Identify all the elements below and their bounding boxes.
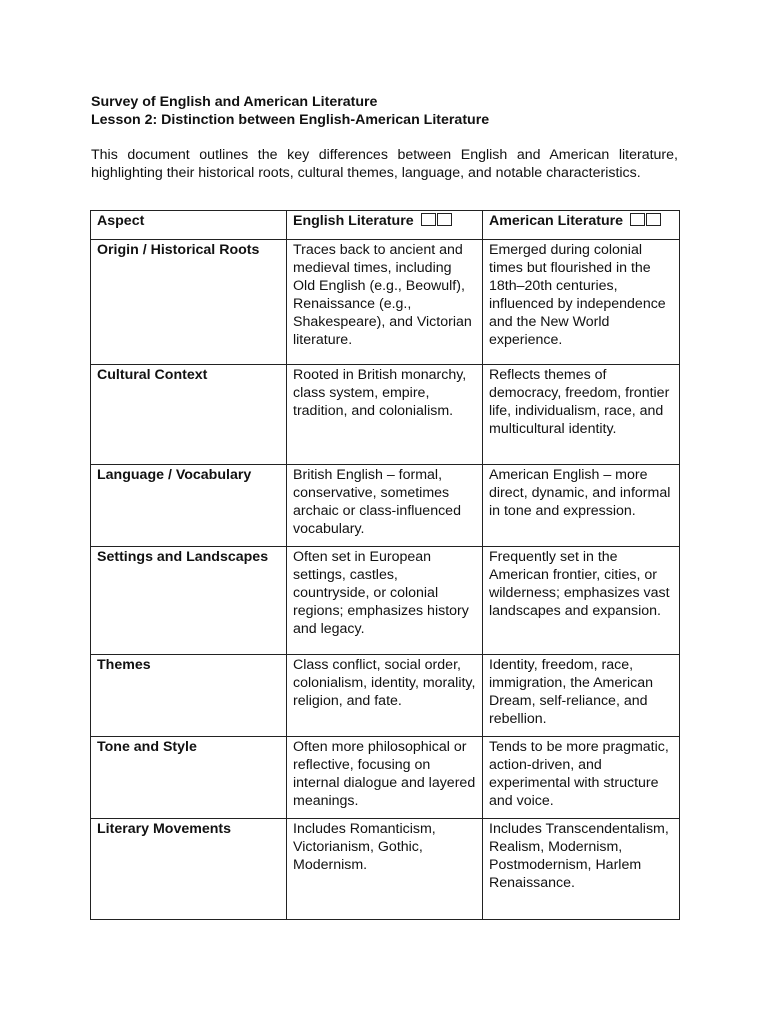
- missing-glyph-icon: [630, 213, 645, 226]
- row-english: Includes Romanticism, Victorianism, Gothic, Modernism.: [287, 819, 483, 920]
- table-row: [91, 819, 680, 920]
- row-american: Emerged during colonial times but flourished in the 18th–20th centuries, influenced by independence and the New World experience.: [483, 240, 680, 365]
- row-american: Identity, freedom, race, immigration, the American Dream, self-reliance, and rebellion.: [483, 655, 680, 737]
- row-aspect: Origin / Historical Roots: [91, 240, 287, 365]
- table-row: [91, 737, 680, 819]
- row-english: Rooted in British monarchy, class system, empire, tradition, and colonialism.: [287, 365, 483, 465]
- comparison-table: [90, 210, 680, 920]
- row-aspect: Themes: [91, 655, 287, 737]
- document-title: Survey of English and American Literature: [91, 94, 378, 110]
- header-aspect: Aspect: [91, 211, 287, 240]
- intro-paragraph: This document outlines the key differences between English and American literature, highlighting their historical roots, cultural themes, language, and notable characteristics.: [91, 147, 678, 181]
- document-title-block: [91, 93, 691, 129]
- table-row: [91, 240, 680, 365]
- row-aspect: Settings and Landscapes: [91, 547, 287, 655]
- lesson-title: Lesson 2: Distinction between English-American Literature: [91, 112, 490, 128]
- row-american: American English – more direct, dynamic, and informal in tone and expression.: [483, 465, 680, 547]
- row-aspect: Language / Vocabulary: [91, 465, 287, 547]
- table-row: [91, 655, 680, 737]
- missing-glyph-icon: [646, 213, 661, 226]
- row-english: Traces back to ancient and medieval times, including Old English (e.g., Beowulf), Renaissance (e.g., Shakespeare), and Victorian literature.: [287, 240, 483, 365]
- missing-glyph-icon: [421, 213, 436, 226]
- missing-glyph-icon: [437, 213, 452, 226]
- table-header-row: [91, 211, 680, 240]
- row-aspect: Tone and Style: [91, 737, 287, 819]
- row-aspect: Literary Movements: [91, 819, 287, 920]
- header-american-literature: American Literature: [483, 211, 680, 240]
- table-row: [91, 547, 680, 655]
- row-english: Class conflict, social order, colonialism, identity, morality, religion, and fate.: [287, 655, 483, 737]
- row-aspect: Cultural Context: [91, 365, 287, 465]
- row-english: British English – formal, conservative, sometimes archaic or class-influenced vocabulary.: [287, 465, 483, 547]
- table-row: [91, 465, 680, 547]
- row-english: Often more philosophical or reflective, focusing on internal dialogue and layered meanings.: [287, 737, 483, 819]
- table-row: [91, 365, 680, 465]
- row-american: Frequently set in the American frontier, cities, or wilderness; emphasizes vast landscapes and expansion.: [483, 547, 680, 655]
- row-american: Reflects themes of democracy, freedom, frontier life, individualism, race, and multicultural identity.: [483, 365, 680, 465]
- row-american: Includes Transcendentalism, Realism, Modernism, Postmodernism, Harlem Renaissance.: [483, 819, 680, 920]
- header-english-literature: English Literature: [287, 211, 483, 240]
- row-american: Tends to be more pragmatic, action-driven, and experimental with structure and voice.: [483, 737, 680, 819]
- row-english: Often set in European settings, castles, countryside, or colonial regions; emphasizes history and legacy.: [287, 547, 483, 655]
